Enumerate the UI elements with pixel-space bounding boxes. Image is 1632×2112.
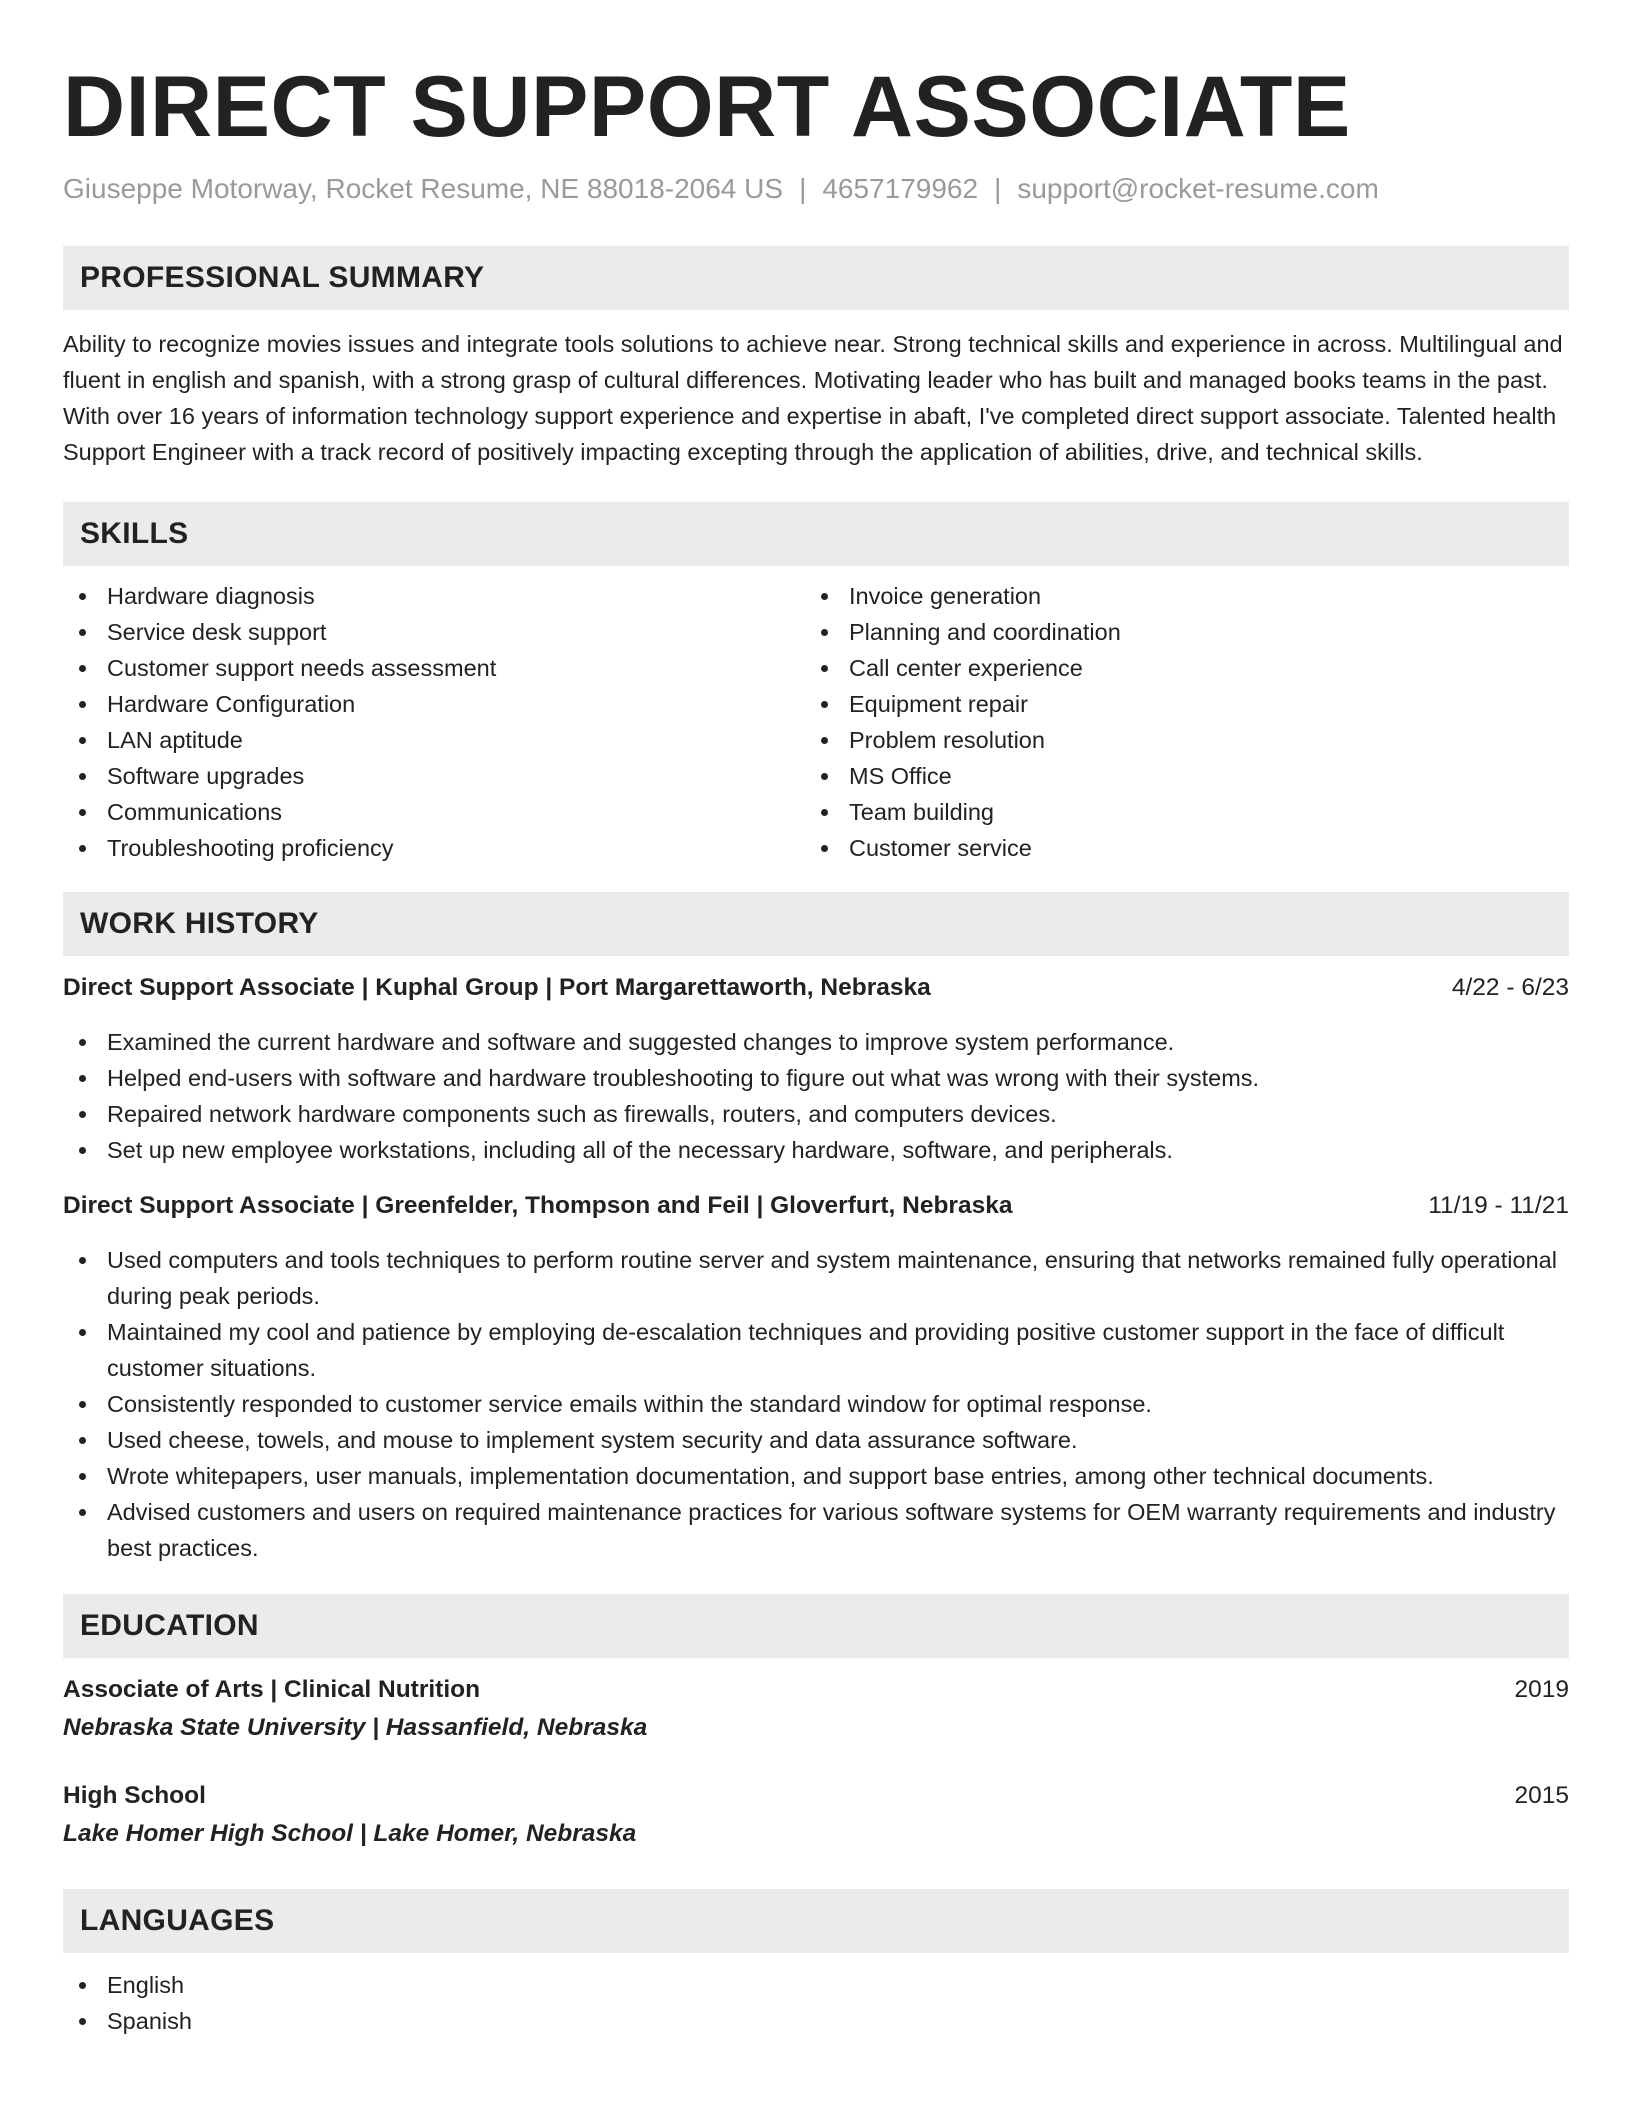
job-heading-row [63, 970, 1569, 1006]
education-school: Lake Homer High School | Lake Homer, Nebraska [63, 1819, 637, 1847]
job-bullet: Used cheese, towels, and mouse to implement system security and data assurance software. [63, 1422, 1569, 1458]
skills-grid [63, 578, 1569, 866]
education-heading-row [63, 1672, 1569, 1708]
job-bullets [63, 1024, 1569, 1168]
contact-separator: | [994, 173, 1002, 204]
job-bullet: Helped end-users with software and hardware troubleshooting to figure out what was wrong with their systems. [63, 1060, 1569, 1096]
education-school: Nebraska State University | Hassanfield, Nebraska [63, 1713, 648, 1741]
section-header-work-history: WORK HISTORY [63, 892, 1569, 956]
job-bullet: Advised customers and users on required maintenance practices for various software systems for OEM warranty requirements and industry best practices. [63, 1494, 1569, 1566]
contact-email: support@rocket-resume.com [1017, 173, 1379, 204]
job-bullet: Set up new employee workstations, including all of the necessary hardware, software, and peripherals. [63, 1132, 1569, 1168]
skill-item: Hardware Configuration [63, 686, 805, 722]
education-heading-row [63, 1778, 1569, 1814]
education-entry [63, 1672, 1569, 1746]
education-year: 2019 [1514, 1675, 1569, 1703]
skill-item: Troubleshooting proficiency [63, 830, 805, 866]
language-item: English [63, 1967, 1569, 2003]
section-header-skills: SKILLS [63, 502, 1569, 566]
skill-item: Planning and coordination [805, 614, 1547, 650]
education-degree: High School [63, 1781, 206, 1809]
skill-item: Team building [805, 794, 1547, 830]
skill-item: Software upgrades [63, 758, 805, 794]
section-header-education: EDUCATION [63, 1594, 1569, 1658]
job-bullet: Consistently responded to customer service emails within the standard window for optimal response. [63, 1386, 1569, 1422]
language-item: Spanish [63, 2003, 1569, 2039]
job-bullet: Maintained my cool and patience by employing de-escalation techniques and providing positive customer support in the face of difficult customer situations. [63, 1314, 1569, 1386]
job-entry [63, 970, 1569, 1168]
job-bullets [63, 1242, 1569, 1566]
section-header-languages: LANGUAGES [63, 1889, 1569, 1953]
skills-column-right [805, 578, 1547, 866]
contact-address: Giuseppe Motorway, Rocket Resume, NE 88018-2064 US [63, 173, 784, 204]
education-degree: Associate of Arts | Clinical Nutrition [63, 1675, 481, 1703]
skill-item: MS Office [805, 758, 1547, 794]
job-heading-row [63, 1188, 1569, 1224]
resume-name-heading: DIRECT SUPPORT ASSOCIATE [63, 59, 1351, 155]
job-bullet: Repaired network hardware components such as firewalls, routers, and computers devices. [63, 1096, 1569, 1132]
skill-item: LAN aptitude [63, 722, 805, 758]
contact-line [63, 172, 1569, 206]
skill-item: Call center experience [805, 650, 1547, 686]
skill-item: Equipment repair [805, 686, 1547, 722]
skill-item: Hardware diagnosis [63, 578, 805, 614]
job-dates: 4/22 - 6/23 [1451, 973, 1569, 1001]
contact-separator: | [799, 173, 807, 204]
skill-item: Customer support needs assessment [63, 650, 805, 686]
section-header-summary: PROFESSIONAL SUMMARY [63, 246, 1569, 310]
skill-item: Customer service [805, 830, 1547, 866]
skills-column-left [63, 578, 805, 866]
summary-text: Ability to recognize movies issues and integrate tools solutions to achieve near. Strong technical skills and experience in across. Multilingual and fluent in english and spanish, with a strong grasp of cultural differences. Motivating leader who has built and managed books teams in the past. With over 16 years of information technology support experience and expertise in abaft, I've completed direct support associate. Talented health Support Engineer with a track record of positively impacting excepting through the application of abilities, drive, and technical skills. [63, 330, 1563, 465]
job-title: Direct Support Associate | Kuphal Group | Port Margarettaworth, Nebraska [63, 973, 931, 1001]
job-title: Direct Support Associate | Greenfelder, Thompson and Feil | Gloverfurt, Nebraska [63, 1191, 1013, 1219]
languages-list [63, 1967, 1569, 2039]
job-bullet: Used computers and tools techniques to perform routine server and system maintenance, ensuring that networks remained fully operational during peak periods. [63, 1242, 1569, 1314]
skill-item: Service desk support [63, 614, 805, 650]
skill-item: Communications [63, 794, 805, 830]
job-dates: 11/19 - 11/21 [1428, 1191, 1569, 1219]
education-entry [63, 1778, 1569, 1852]
education-year: 2015 [1514, 1781, 1569, 1809]
skill-item: Problem resolution [805, 722, 1547, 758]
contact-phone: 4657179962 [822, 173, 979, 204]
job-bullet: Wrote whitepapers, user manuals, implementation documentation, and support base entries, among other technical documents. [63, 1458, 1569, 1494]
job-entry [63, 1188, 1569, 1566]
job-bullet: Examined the current hardware and software and suggested changes to improve system performance. [63, 1024, 1569, 1060]
skill-item: Invoice generation [805, 578, 1547, 614]
